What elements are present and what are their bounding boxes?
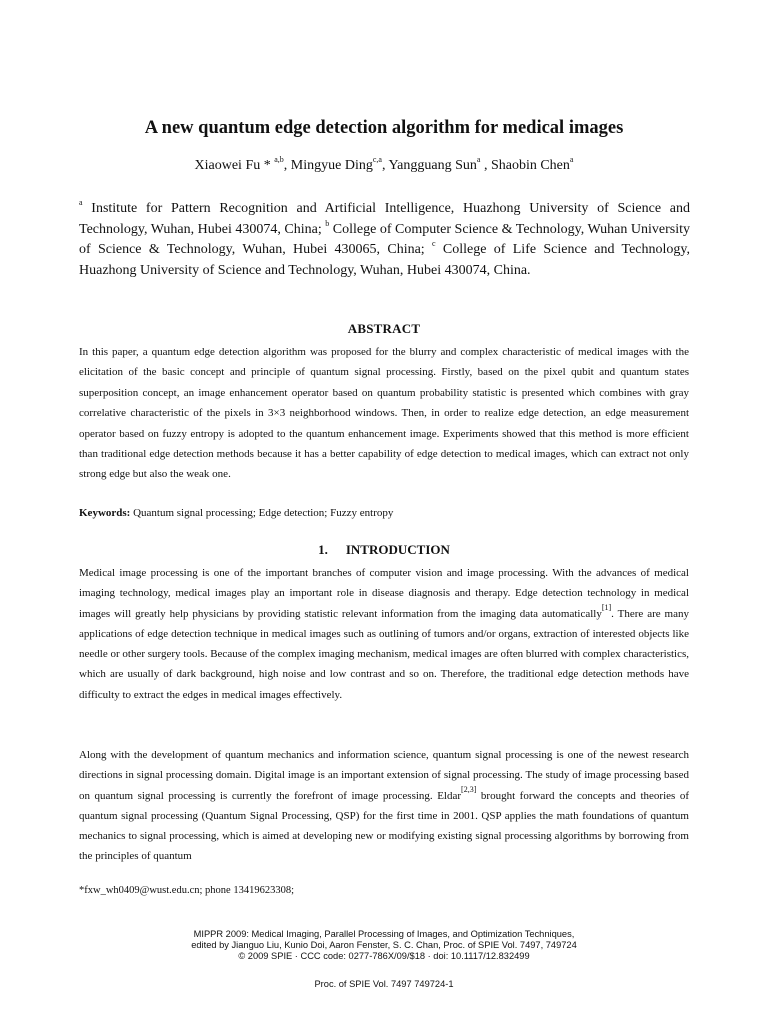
author-name: Shaobin Chen bbox=[490, 158, 570, 173]
citation-ref: [1] bbox=[601, 602, 612, 612]
keywords bbox=[79, 503, 689, 523]
section-heading bbox=[0, 542, 768, 558]
corresponding-mark: * bbox=[260, 158, 275, 173]
affiliation-b: College of Computer Science & Technology, Wuhan University of Science & Technology, Wuhan, Hubei 430065, China; bbox=[79, 221, 690, 258]
page-number: Proc. of SPIE Vol. 7497 749724-1 bbox=[314, 979, 454, 989]
abstract-heading: ABSTRACT bbox=[347, 321, 421, 336]
footnote: *fxw_wh0409@wust.edu.cn; phone 13419623308; bbox=[79, 885, 294, 896]
paragraph-text: Medical image processing is one of the important branches of computer vision and image processing. With the advances of medical imaging technology, medical images play an important role in disease diagnosis and therapy. Edge detection technology in medical images will greatly help physicians by providing statistic relevant information from the imaging data automatically bbox=[79, 567, 689, 620]
affiliation-marker: a bbox=[79, 198, 83, 207]
affiliation-a: Institute for Pattern Recognition and Artificial Intelligence, Huazhong University of Science and Technology, Wuhan, Hubei 430074, China; bbox=[79, 201, 690, 237]
affiliation-c: College of Life Science and Technology, Huazhong University of Science and Technology, Wuhan, Hubei 430074, China. bbox=[79, 242, 691, 279]
section-title: INTRODUCTION bbox=[345, 542, 450, 557]
paragraph-text: Along with the development of quantum mechanics and information science, quantum signal processing is one of the newest research directions in signal processing domain. Digital image is an important extension of signal processing. The study of image processing based on quantum signal processing is currently the forefront of image processing. Eldar bbox=[79, 749, 689, 802]
paragraph-text: . There are many applications of edge detection technique in medical images such as outlining of tumors and/or organs, extraction of interested objects like needle or other surgery tools. Because of the complex imaging mechanism, medical images are often blurred with complex characteristics, which are usually of dark background, high noise and low contrast and so on. Therefore, the traditional edge detection methods have difficulty to extract the edges in medical images effectively. bbox=[79, 607, 689, 701]
keywords-text: Quantum signal processing; Edge detection; Fuzzy entropy bbox=[130, 507, 394, 519]
author-separator: , bbox=[480, 158, 491, 173]
affiliation-marker: b bbox=[325, 218, 330, 228]
keywords-label: Keywords: bbox=[79, 507, 131, 519]
author-name: Mingyue Ding bbox=[290, 158, 373, 173]
intro-paragraph-2 bbox=[79, 745, 689, 867]
publication-info bbox=[0, 929, 768, 962]
author-separator: , bbox=[381, 158, 389, 173]
paragraph-text: brought forward the concepts and theories of quantum signal processing (Quantum Signal Processing, QSP) for the first time in 2001. QSP applies the math foundations of quantum mechanics to signal processing, which is aimed at developing new or modifying existing signal processing algorithms by borrowing from the principles of quantum bbox=[79, 789, 689, 863]
author-separator: , bbox=[283, 158, 291, 173]
affiliation-marker: a bbox=[569, 155, 574, 164]
affiliations bbox=[79, 199, 690, 282]
author-name: Yangguang Sun bbox=[388, 158, 477, 173]
affiliation-marker: a bbox=[476, 155, 481, 164]
section-number: 1. bbox=[318, 542, 328, 557]
author-name: Xiaowei Fu bbox=[194, 158, 261, 173]
affiliation-marker: c,a bbox=[372, 155, 382, 164]
affiliation-marker: a,b bbox=[274, 155, 284, 164]
pub-line: © 2009 SPIE · CCC code: 0277-786X/09/$18 · doi: 10.1117/12.832499 bbox=[238, 951, 530, 961]
abstract-text: In this paper, a quantum edge detection algorithm was proposed for the blurry and complex characteristic of medical images with the elicitation of the basic concept and principle of quantum signal processing. Firstly, based on the pixel qubit and quantum states superposition concept, an image enhancement operator based on quantum probability statistic is presented which combines with gray correlative characteristic of the pixels in 3×3 neighborhood windows. Then, in order to realize edge detection, an edge measurement operator based on fuzzy entropy is adopted to the quantum enhancement image. Experiments showed that this method is more efficient than traditional edge detection methods because it has a better capability of edge detection to medical images, which can extract not only strong edge but also the weak one. bbox=[79, 346, 689, 481]
intro-paragraph-1 bbox=[79, 563, 689, 705]
paper-title: A new quantum edge detection algorithm for medical images bbox=[144, 118, 624, 138]
affiliation-marker: c bbox=[432, 239, 436, 249]
author-list bbox=[0, 155, 768, 174]
citation-ref: [2,3] bbox=[461, 784, 477, 794]
pub-line: edited by Jianguo Liu, Kunio Doi, Aaron Fenster, S. C. Chan, Proc. of SPIE Vol. 7497, 749724 bbox=[191, 940, 577, 950]
pub-line: MIPPR 2009: Medical Imaging, Parallel Processing of Images, and Optimization Techniques, bbox=[193, 929, 575, 939]
